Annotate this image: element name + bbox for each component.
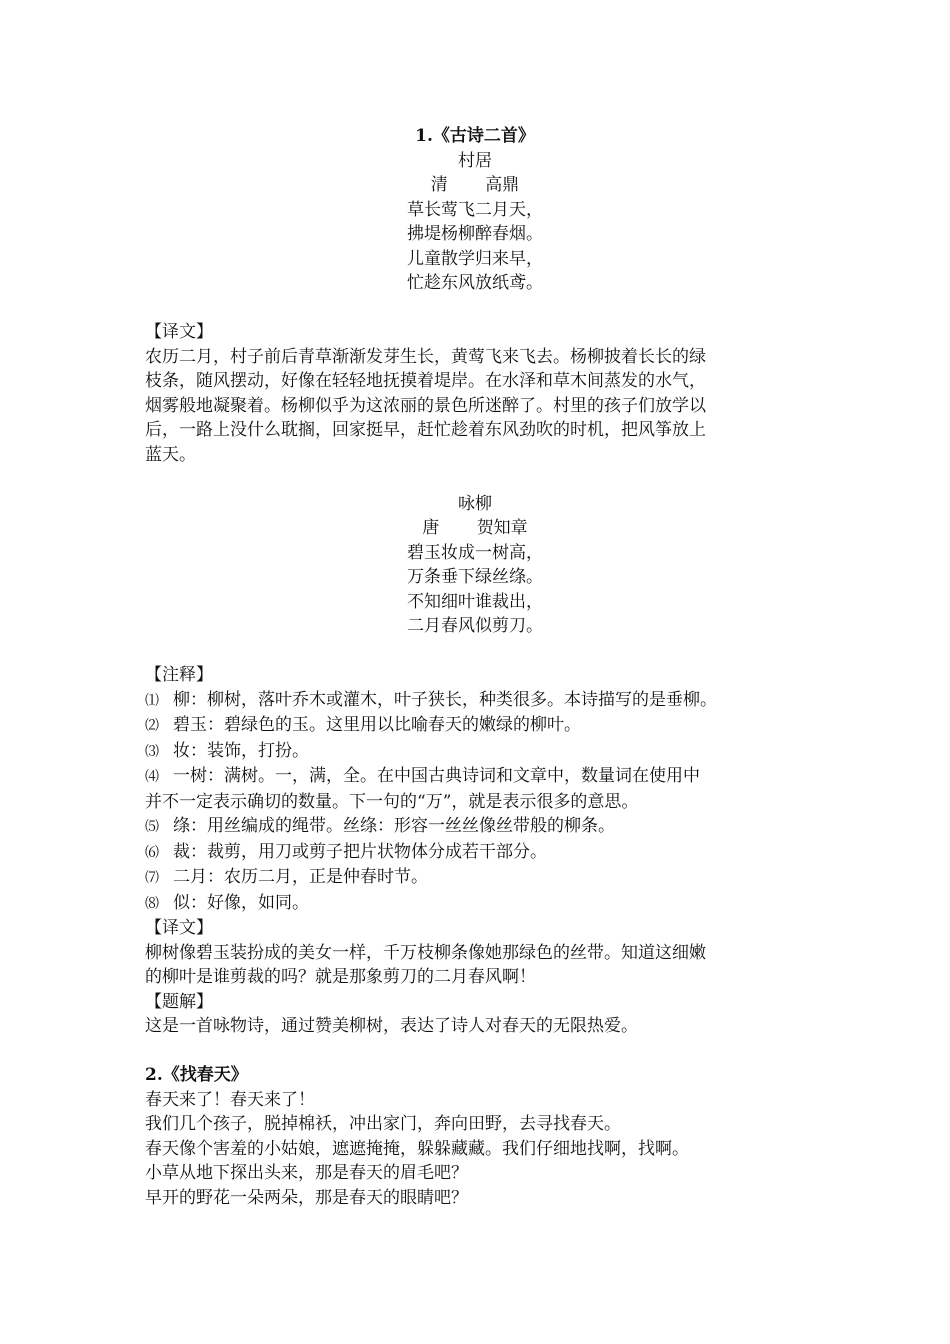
explanation-text: 这是一首咏物诗，通过赞美柳树，表达了诗人对春天的无限热爱。 xyxy=(145,1016,638,1036)
note-item xyxy=(145,814,805,840)
note-item xyxy=(145,688,805,714)
text-line: 小草从地下探出头来，那是春天的眉毛吧？ xyxy=(145,1163,468,1183)
poem-title-yongliu: 咏柳 xyxy=(458,493,492,514)
note-number: ⑹ xyxy=(145,844,159,861)
note-number: ⑻ xyxy=(145,895,159,912)
note-number: ⑺ xyxy=(145,870,159,886)
poem-line: 草长莺飞二月天， xyxy=(407,199,543,220)
explanation-label: 【题解】 xyxy=(145,991,213,1012)
text-line: 我们几个孩子，脱掉棉袄，冲出家门，奔向田野，去寻找春天。 xyxy=(145,1114,621,1134)
note-number: ⑵ xyxy=(145,718,159,734)
text-line: 春天来了！春天来了！ xyxy=(145,1089,315,1110)
poem-author-line-1 xyxy=(145,173,805,198)
poem-line: 拂堤杨柳醉春烟。 xyxy=(407,224,543,244)
poem-line: 忙趁东风放纸鸢。 xyxy=(407,273,543,293)
note-number: ⑸ xyxy=(145,819,159,835)
note-text: 一树：满树。一，满，全。在中国古典诗词和文章中，数量词在使用中 xyxy=(173,766,700,786)
translation-line: 柳树像碧玉装扮成的美女一样，千万枝柳条像她那绿色的丝带。知道这细嫩 xyxy=(145,942,706,963)
section-heading-1: 1.《古诗二首》 xyxy=(415,126,535,146)
note-number: ⑷ xyxy=(145,769,159,785)
poem-line: 万条垂下绿丝绦。 xyxy=(407,567,543,587)
note-item xyxy=(145,764,805,790)
poem-line: 碧玉妆成一树高， xyxy=(407,542,543,563)
note-text: 柳：柳树，落叶乔木或灌木，叶子狭长，种类很多。本诗描写的是垂柳。 xyxy=(173,689,717,710)
text-line: 春天像个害羞的小姑娘，遮遮掩掩，躲躲藏藏。我们仔细地找啊，找啊。 xyxy=(145,1138,689,1159)
poem-line: 二月春风似剪刀。 xyxy=(407,616,543,636)
poem-title-cunju: 村居 xyxy=(458,150,492,171)
poem-dynasty: 唐 xyxy=(422,518,440,538)
translation-line: 农历二月，村子前后青草渐渐发芽生长，黄莺飞来飞去。杨柳披着长长的绿 xyxy=(145,346,706,367)
translation-line: 枝条，随风摆动，好像在轻轻地抚摸着堤岸。在水泽和草木间蒸发的水气， xyxy=(145,371,706,391)
poem-author: 高鼎 xyxy=(485,175,520,195)
translation-line: 烟雾般地凝聚着。杨柳似乎为这浓丽的景色所迷醉了。村里的孩子们放学以 xyxy=(145,395,706,416)
translation-line: 的柳叶是谁剪裁的吗？就是那象剪刀的二月春风啊！ xyxy=(145,967,536,987)
note-item xyxy=(145,865,805,891)
note-item xyxy=(145,891,805,917)
poem-line: 儿童散学归来早， xyxy=(407,248,543,269)
poem-author: 贺知章 xyxy=(476,518,528,538)
note-item xyxy=(145,840,805,866)
translation-label-2: 【译文】 xyxy=(145,918,213,938)
note-text: 绦：用丝编成的绳带。丝绦：形容一丝丝像丝带般的柳条。 xyxy=(173,816,615,836)
poem-line: 不知细叶谁裁出， xyxy=(407,591,543,612)
note-text: 碧玉：碧绿色的玉。这里用以比喻春天的嫩绿的柳叶。 xyxy=(173,715,581,735)
note-number: ⑴ xyxy=(145,692,159,709)
note-number: ⑶ xyxy=(145,743,159,760)
translation-line: 蓝天。 xyxy=(145,444,196,465)
note-text: 裁：裁剪，用刀或剪子把片状物体分成若干部分。 xyxy=(173,841,547,862)
translation-line: 后，一路上没什么耽搁，回家挺早，赶忙趁着东风劲吹的时机，把风筝放上 xyxy=(145,420,706,440)
poem-dynasty: 清 xyxy=(430,175,448,195)
note-continuation: 并不一定表示确切的数量。下一句的“万”，就是表示很多的意思。 xyxy=(145,791,639,812)
note-item xyxy=(145,739,805,765)
text-line: 早开的野花一朵两朵，那是春天的眼睛吧？ xyxy=(145,1187,468,1208)
note-text: 似：好像，如同。 xyxy=(173,892,309,913)
note-text: 二月：农历二月，正是仲春时节。 xyxy=(173,867,428,887)
notes-label: 【注释】 xyxy=(145,665,213,685)
document-page xyxy=(145,124,805,1210)
poem-author-line-2 xyxy=(145,516,805,541)
note-item xyxy=(145,713,805,739)
section-heading-2: 2.《找春天》 xyxy=(145,1065,248,1085)
translation-label-1: 【译文】 xyxy=(145,322,213,342)
note-text: 妆：装饰，打扮。 xyxy=(173,740,309,761)
